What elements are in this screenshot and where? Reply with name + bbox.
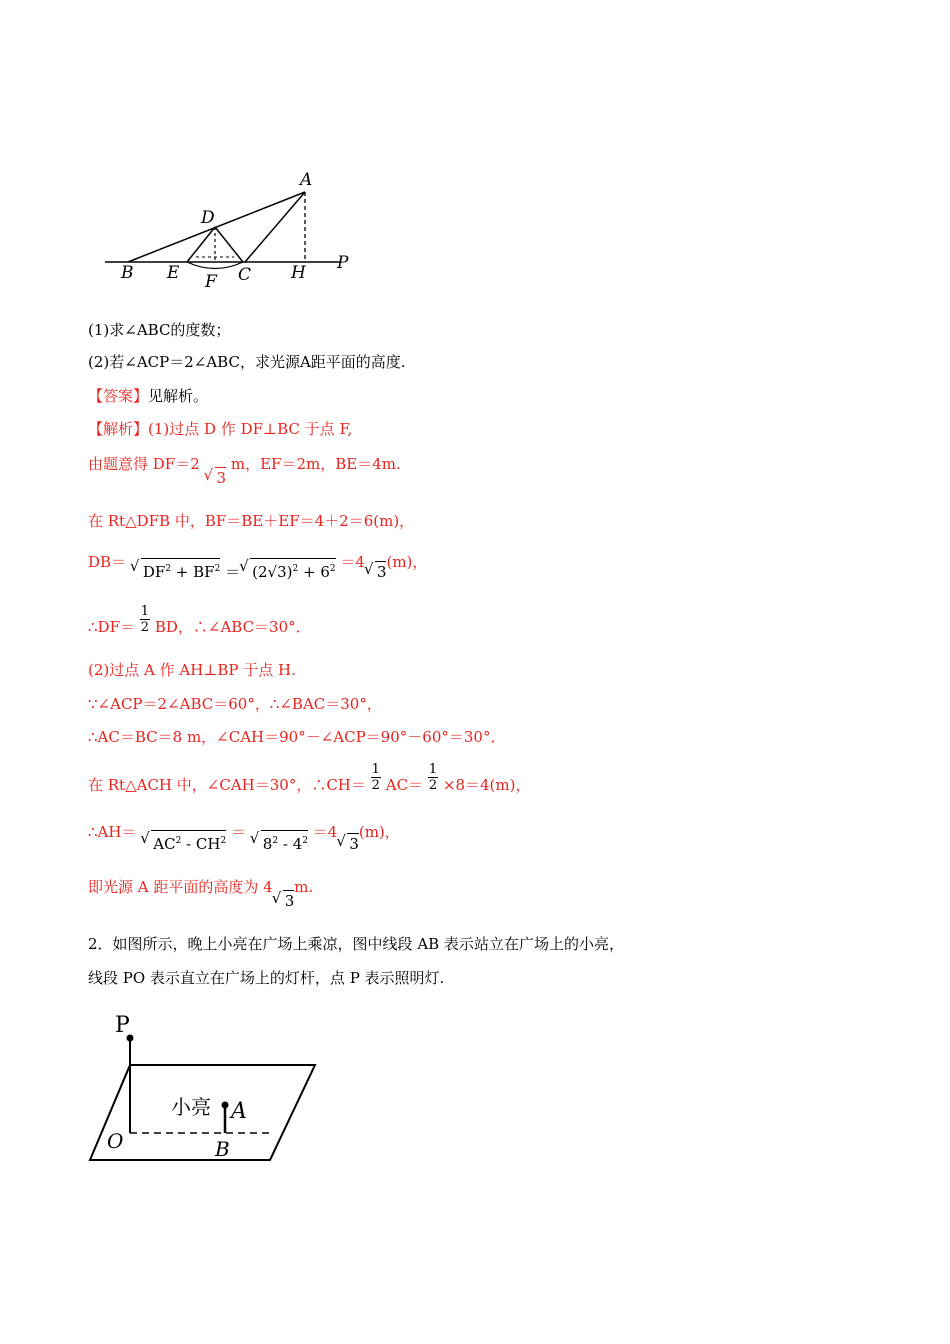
fraction-half: $\frac{1}{2}$ — [371, 762, 380, 793]
answer-line — [88, 386, 208, 406]
problem-2-line-1: 2．如图所示，晚上小亮在广场上乘凉，图中线段 AB 表示站立在广场上的小亮， — [88, 935, 624, 953]
line-CA — [245, 192, 305, 262]
label-O: O — [107, 1129, 124, 1153]
label-E: E — [167, 263, 180, 283]
answer-tag: 【答案】 — [88, 387, 149, 405]
label-A: A — [300, 170, 313, 190]
fraction-half: $\frac{1}{2}$ — [140, 604, 150, 635]
label-B: B — [121, 263, 134, 283]
analysis-line-1: 【解析】(1)过点 D 作 DF⊥BC 于点 F, — [88, 420, 353, 438]
sqrt-df-bf: √ $DF^2 + BF^2$ ＝√ $(2√3)^2 + 6^2$ — [131, 563, 341, 581]
label-F: F — [205, 272, 217, 292]
label-A: A — [231, 1099, 247, 1124]
label-D: D — [201, 208, 215, 228]
point-A — [222, 1102, 229, 1109]
fraction-half: $\frac{1}{2}$ — [428, 762, 438, 793]
label-P: P — [337, 253, 349, 273]
analysis-line-6: (2)过点 A 作 AH⊥BP 于点 H. — [88, 661, 296, 679]
analysis-line-9: 在 Rt△ACH 中，∠CAH＝30°，∴CH＝ $\frac{1}{2}$ AC＝ $\frac{1}{2}$ ×8＝4(m)， — [88, 762, 531, 794]
label-H: H — [291, 263, 306, 283]
analysis-line-10: ∴AH＝ √ $AC^2 - CH^2$ ＝ √ $8^2 - 4^2 =4√$ 3(m)， — [88, 818, 400, 842]
analysis-line-7: ∵∠ACP＝2∠ABC＝60°，∴∠BAC＝30°， — [88, 695, 382, 713]
analysis-tag: 【解析】 — [88, 420, 149, 438]
figure-2-diagram — [85, 1010, 325, 1165]
question-1: (1)求∠ABC的度数； — [88, 321, 231, 339]
answer-text: 见解析。 — [148, 387, 209, 405]
analysis-line-2: 由题意得 DF＝2 √ 3 m，EF＝2m，BE＝4m. — [88, 453, 401, 474]
analysis-line-11: 即光源 A 距平面的高度为 4√ 3m. — [88, 876, 313, 897]
figure-1-diagram — [100, 165, 370, 305]
sqrt-3: √ 3 — [215, 467, 227, 488]
question-2: (2)若∠ACP＝2∠ABC，求光源A距平面的高度. — [88, 353, 406, 371]
sqrt-ac-ch: √ $AC^2 - CH^2$ — [141, 835, 231, 853]
analysis-line-5: ∴DF＝ $\frac{1}{2}$ BD，∴∠ABC＝30°． — [88, 604, 311, 636]
line-BA — [128, 192, 305, 262]
analysis-line-4: DB＝ √ $DF^2 + BF^2$ ＝√ $(2√3)^2 + 6^2 =4√$ 3(m)， — [88, 548, 427, 572]
label-person: 小亮 — [171, 1095, 211, 1119]
analysis-line-3: 在 Rt△DFB 中，BF＝BE＋EF＝4＋2＝6(m)， — [88, 512, 415, 530]
label-B: B — [215, 1137, 230, 1161]
analysis-line-8: ∴AC＝BC＝8 m，∠CAH＝90°－∠ACP＝90°－60°＝30°． — [88, 728, 506, 746]
label-P: P — [115, 1013, 130, 1038]
label-C: C — [238, 265, 252, 285]
sqrt-8-4: √ $8^2 - 4^2$ — [251, 835, 313, 853]
arc-EFC — [187, 262, 243, 269]
problem-2-line-2: 线段 PO 表示直立在广场上的灯杆，点 P 表示照明灯. — [88, 969, 445, 987]
